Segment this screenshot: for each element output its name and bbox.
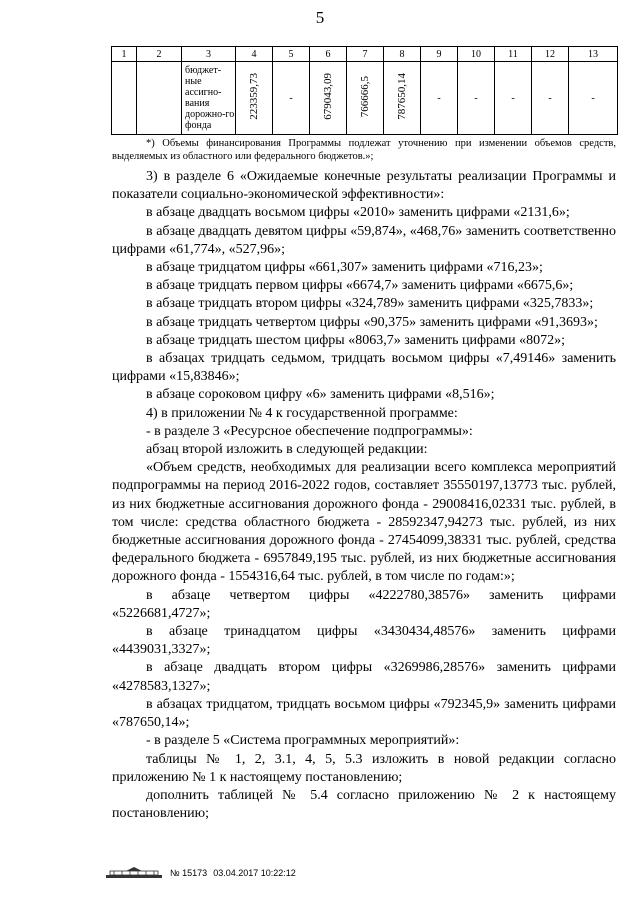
table-cell xyxy=(421,62,458,135)
table-header-cell: 8 xyxy=(384,47,421,62)
table-cell-description: бюджет-ные ассигно-вания дорожно-го фонда xyxy=(182,62,236,135)
paragraph: 3) в разделе 6 «Ожидаемые конечные результаты реализации Программы и показатели социально-экономической эффективности»: xyxy=(112,169,616,203)
paragraph: в абзаце тридцать втором цифры «324,789» заменить цифрами «325,7833»; xyxy=(146,296,594,312)
registration-footer xyxy=(104,866,296,880)
table-header-cell: 10 xyxy=(458,47,495,62)
table-cell xyxy=(384,62,421,135)
paragraph: в абзаце тринадцатом цифры «3430434,48576» заменить цифрами «4439031,3327»; xyxy=(112,624,616,658)
paragraph: абзац второй изложить в следующей редакции: xyxy=(146,442,428,458)
table-row xyxy=(112,62,618,135)
paragraph: в абзаце тридцать первом цифры «6674,7» заменить цифрами «6675,6»; xyxy=(146,278,574,294)
table-cell xyxy=(532,62,569,135)
table-cell xyxy=(310,62,347,135)
table-header-row xyxy=(112,47,618,62)
table-header-cell: 3 xyxy=(182,47,236,62)
table-header-cell: 1 xyxy=(112,47,137,62)
paragraph: дополнить таблицей № 5.4 согласно приложению № 2 к настоящему постановлению; xyxy=(112,787,616,822)
table-cell xyxy=(569,62,618,135)
table-header-cell: 6 xyxy=(310,47,347,62)
table-cell-value: 787650,14 xyxy=(396,73,408,120)
table-cell-value: - xyxy=(511,92,515,104)
paragraph: - в разделе 3 «Ресурсное обеспечение подпрограммы»: xyxy=(146,423,473,439)
table-header-cell: 13 xyxy=(569,47,618,62)
paragraph: в абзаце тридцать шестом цифры «8063,7» заменить цифрами «8072»; xyxy=(146,332,566,348)
paragraph: «Объем средств, необходимых для реализации всего комплекса мероприятий подпрограммы на период 2016-2022 годов, составляет 35550197,13773 тыс. рублей, из них бюджетные ассигнования дорожного фонда - 29008416,02331 тыс. рублей, в том числе: средства областного бюджета - 28592347,94273 тыс. рублей, из них бюджетные ассигнования дорожного фонда - 27454099,38331 тыс. рублей, средства федерального бюджета - 6957849,195 тыс. рублей, из них бюджетные ассигнования дорожного фонда - 1554316,64 тыс. рублей, в том числе по годам:»; xyxy=(112,460,616,585)
budget-table xyxy=(111,46,618,135)
table-cell xyxy=(458,62,495,135)
paragraph: в абзаце двадцать втором цифры «3269986,28576» заменить цифрами «4278583,1327»; xyxy=(112,660,616,694)
table-header-cell: 5 xyxy=(273,47,310,62)
document-body xyxy=(112,168,616,823)
table-header-cell: 2 xyxy=(137,47,182,62)
table-cell-value: - xyxy=(548,92,552,104)
table-cell xyxy=(495,62,532,135)
paragraph: - в разделе 5 «Система программных мероприятий»: xyxy=(146,733,460,749)
table-cell-value: - xyxy=(591,92,595,104)
paragraph: в абзацах тридцать седьмом, тридцать восьмом цифры «7,49146» заменить цифрами «15,83846»; xyxy=(112,351,616,385)
table-header-cell: 9 xyxy=(421,47,458,62)
paragraph: в абзацах тридцатом, тридцать восьмом цифры «792345,9» заменить цифрами «787650,14»; xyxy=(112,696,616,731)
table-cell-value: 766666,5 xyxy=(359,75,371,118)
table-header-cell: 7 xyxy=(347,47,384,62)
table-header-cell: 12 xyxy=(532,47,569,62)
page-number: 5 xyxy=(315,8,325,27)
table-cell-value: - xyxy=(474,92,478,104)
table-cell xyxy=(236,62,273,135)
table-cell xyxy=(273,62,310,135)
table-cell xyxy=(347,62,384,135)
paragraph: в абзаце четвертом цифры «4222780,38576» заменить цифрами «5226681,4727»; xyxy=(112,587,616,621)
table-footnote: *) Объемы финансирования Программы подлежат уточнению при изменении объемов средств, выделяемых из областного или федерального бюджетов.»; xyxy=(112,138,616,162)
paragraph: в абзаце двадцать восьмом цифры «2010» заменить цифрами «2131,6»; xyxy=(146,205,570,221)
document-number: № 15173 xyxy=(170,868,208,878)
table-header-cell: 4 xyxy=(236,47,273,62)
paragraph: в абзаце тридцать четвертом цифры «90,375» заменить цифрами «91,3693»; xyxy=(146,314,598,330)
paragraph: в абзаце двадцать девятом цифры «59,874», «468,76» заменить соответственно цифрами «61,774», «527,96»; xyxy=(112,223,616,257)
table-cell-value: 679043,09 xyxy=(322,73,334,120)
document-datetime: 03.04.2017 10:22:12 xyxy=(213,868,296,878)
paragraph: в абзаце сороковом цифру «6» заменить цифрами «8,516»; xyxy=(146,387,495,403)
table-cell-value: - xyxy=(437,92,441,104)
building-emblem-icon xyxy=(104,866,164,880)
table-header-cell: 11 xyxy=(495,47,532,62)
paragraph: таблицы № 1, 2, 3.1, 4, 5, 5.3 изложить в новой редакции согласно приложению № 1 к настоящему постановлению; xyxy=(112,751,616,785)
paragraph: 4) в приложении № 4 к государственной программе: xyxy=(146,405,458,421)
table-cell-empty xyxy=(112,62,137,135)
table-cell-empty xyxy=(137,62,182,135)
table-cell-value: 223359,73 xyxy=(248,73,260,120)
table-cell-value: - xyxy=(289,92,293,104)
paragraph: в абзаце тридцатом цифры «661,307» заменить цифрами «716,23»; xyxy=(146,260,543,276)
